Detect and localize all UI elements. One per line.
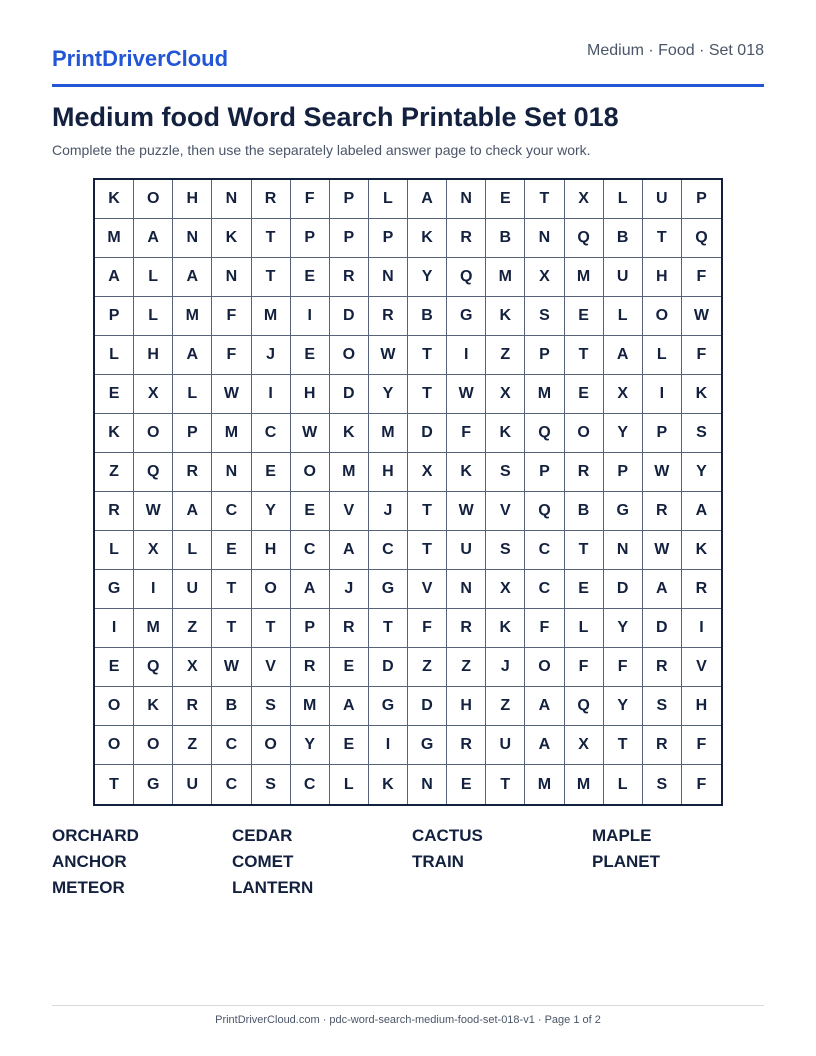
grid-cell: U: [643, 180, 682, 219]
grid-cell: C: [525, 570, 564, 609]
grid-cell: H: [682, 687, 721, 726]
grid-cell: Q: [525, 414, 564, 453]
grid-cell: A: [604, 336, 643, 375]
grid-cell: P: [95, 297, 134, 336]
grid-cell: X: [525, 258, 564, 297]
grid-cell: C: [369, 531, 408, 570]
page-title: Medium food Word Search Printable Set 018: [52, 102, 619, 132]
grid-cell: F: [565, 648, 604, 687]
page-subtitle: Complete the puzzle, then use the separately labeled answer page to check your work.: [52, 142, 591, 158]
grid-cell: Q: [134, 453, 173, 492]
grid-cell: T: [565, 531, 604, 570]
grid-cell: E: [486, 180, 525, 219]
word-list-item: TRAIN: [412, 852, 464, 871]
grid-cell: X: [486, 570, 525, 609]
grid-cell: R: [565, 453, 604, 492]
grid-cell: K: [369, 765, 408, 804]
grid-cell: M: [95, 219, 134, 258]
grid-cell: Y: [604, 609, 643, 648]
grid-cell: E: [565, 297, 604, 336]
grid-cell: P: [291, 609, 330, 648]
grid-cell: Q: [565, 219, 604, 258]
grid-cell: K: [486, 414, 525, 453]
grid-cell: S: [252, 765, 291, 804]
grid-cell: I: [134, 570, 173, 609]
grid-cell: T: [252, 219, 291, 258]
grid-cell: W: [369, 336, 408, 375]
grid-cell: N: [408, 765, 447, 804]
word-list-item: MAPLE: [592, 826, 652, 845]
grid-cell: P: [604, 453, 643, 492]
grid-cell: F: [212, 336, 251, 375]
grid-cell: P: [643, 414, 682, 453]
grid-cell: R: [95, 492, 134, 531]
grid-cell: Y: [682, 453, 721, 492]
grid-cell: G: [447, 297, 486, 336]
grid-cell: M: [369, 414, 408, 453]
word-search-grid: [93, 178, 723, 806]
grid-cell: L: [173, 531, 212, 570]
grid-cell: L: [565, 609, 604, 648]
grid-cell: T: [252, 258, 291, 297]
grid-cell: W: [134, 492, 173, 531]
grid-cell: D: [604, 570, 643, 609]
grid-cell: O: [525, 648, 564, 687]
grid-cell: N: [447, 180, 486, 219]
grid-cell: T: [408, 492, 447, 531]
grid-cell: X: [486, 375, 525, 414]
grid-cell: S: [486, 531, 525, 570]
grid-cell: F: [682, 726, 721, 765]
grid-cell: D: [330, 375, 369, 414]
grid-cell: T: [212, 609, 251, 648]
grid-cell: G: [369, 570, 408, 609]
grid-cell: K: [95, 414, 134, 453]
grid-cell: P: [291, 219, 330, 258]
grid-cell: Z: [173, 609, 212, 648]
grid-cell: T: [408, 336, 447, 375]
grid-cell: L: [604, 297, 643, 336]
grid-cell: O: [95, 726, 134, 765]
grid-cell: L: [134, 258, 173, 297]
puzzle-meta: Medium · Food · Set 018: [587, 42, 764, 59]
grid-cell: I: [447, 336, 486, 375]
grid-cell: A: [134, 219, 173, 258]
grid-cell: H: [643, 258, 682, 297]
grid-cell: O: [134, 726, 173, 765]
grid-cell: R: [291, 648, 330, 687]
grid-cell: V: [252, 648, 291, 687]
grid-cell: M: [486, 258, 525, 297]
grid-cell: I: [252, 375, 291, 414]
grid-cell: K: [134, 687, 173, 726]
grid-cell: Z: [486, 687, 525, 726]
grid-cell: C: [291, 531, 330, 570]
grid-cell: O: [252, 570, 291, 609]
grid-cell: I: [291, 297, 330, 336]
grid-cell: H: [369, 453, 408, 492]
grid-cell: A: [408, 180, 447, 219]
grid-cell: D: [408, 687, 447, 726]
grid-cell: P: [369, 219, 408, 258]
grid-cell: U: [604, 258, 643, 297]
grid-cell: P: [330, 219, 369, 258]
grid-cell: R: [643, 648, 682, 687]
word-list: [52, 826, 772, 904]
grid-cell: Q: [134, 648, 173, 687]
grid-cell: U: [486, 726, 525, 765]
grid-cell: L: [643, 336, 682, 375]
grid-cell: R: [369, 297, 408, 336]
grid-cell: O: [95, 687, 134, 726]
word-list-item: COMET: [232, 852, 294, 871]
grid-cell: Q: [682, 219, 721, 258]
grid-cell: V: [330, 492, 369, 531]
grid-cell: D: [369, 648, 408, 687]
grid-cell: J: [486, 648, 525, 687]
grid-cell: E: [565, 375, 604, 414]
grid-cell: R: [330, 258, 369, 297]
grid-cell: Q: [565, 687, 604, 726]
grid-cell: M: [252, 297, 291, 336]
grid-cell: H: [173, 180, 212, 219]
grid-cell: P: [682, 180, 721, 219]
grid-cell: K: [486, 609, 525, 648]
grid-cell: K: [486, 297, 525, 336]
grid-cell: Y: [252, 492, 291, 531]
grid-cell: Y: [604, 414, 643, 453]
grid-cell: W: [212, 375, 251, 414]
grid-cell: A: [291, 570, 330, 609]
grid-cell: K: [330, 414, 369, 453]
grid-cell: E: [565, 570, 604, 609]
grid-cell: T: [604, 726, 643, 765]
grid-cell: N: [525, 219, 564, 258]
grid-cell: M: [291, 687, 330, 726]
grid-cell: K: [95, 180, 134, 219]
grid-cell: U: [447, 531, 486, 570]
grid-cell: U: [173, 765, 212, 804]
grid-cell: R: [173, 687, 212, 726]
grid-cell: A: [682, 492, 721, 531]
grid-cell: O: [252, 726, 291, 765]
grid-cell: C: [212, 765, 251, 804]
grid-cell: S: [525, 297, 564, 336]
grid-cell: B: [604, 219, 643, 258]
grid-cell: L: [134, 297, 173, 336]
page-header: [52, 38, 764, 87]
grid-cell: F: [447, 414, 486, 453]
grid-cell: R: [447, 609, 486, 648]
grid-cell: V: [486, 492, 525, 531]
grid-cell: W: [447, 492, 486, 531]
grid-cell: Z: [173, 726, 212, 765]
grid-cell: Z: [447, 648, 486, 687]
grid-cell: Y: [369, 375, 408, 414]
word-list-item: CACTUS: [412, 826, 483, 845]
grid-cell: E: [291, 336, 330, 375]
grid-cell: I: [369, 726, 408, 765]
grid-cell: B: [486, 219, 525, 258]
grid-cell: P: [330, 180, 369, 219]
grid-cell: L: [369, 180, 408, 219]
grid-cell: S: [486, 453, 525, 492]
grid-cell: X: [134, 531, 173, 570]
grid-cell: A: [173, 492, 212, 531]
grid-cell: G: [408, 726, 447, 765]
grid-cell: E: [252, 453, 291, 492]
grid-cell: R: [252, 180, 291, 219]
grid-cell: N: [173, 219, 212, 258]
word-list-item: PLANET: [592, 852, 660, 871]
word-list-item: METEOR: [52, 878, 125, 897]
grid-cell: U: [173, 570, 212, 609]
grid-cell: T: [252, 609, 291, 648]
grid-cell: T: [95, 765, 134, 804]
grid-cell: W: [682, 297, 721, 336]
grid-cell: N: [212, 453, 251, 492]
grid-cell: P: [173, 414, 212, 453]
grid-cell: N: [212, 180, 251, 219]
grid-cell: F: [696, 775, 707, 793]
grid-cell: Q: [447, 258, 486, 297]
grid-cell: R: [330, 609, 369, 648]
grid-cell: X: [565, 180, 604, 219]
grid-cell: X: [408, 453, 447, 492]
grid-cell: T: [369, 609, 408, 648]
grid-cell: F: [291, 180, 330, 219]
grid-cell: Y: [408, 258, 447, 297]
grid-cell: T: [486, 765, 525, 804]
grid-cell: X: [134, 375, 173, 414]
grid-cell: W: [643, 531, 682, 570]
grid-cell: R: [643, 492, 682, 531]
grid-cell: K: [447, 453, 486, 492]
grid-cell: J: [252, 336, 291, 375]
grid-cell: F: [682, 258, 721, 297]
grid-cell: J: [330, 570, 369, 609]
grid-cell: C: [212, 492, 251, 531]
grid-cell: E: [291, 492, 330, 531]
grid-cell: H: [134, 336, 173, 375]
grid-cell: T: [525, 180, 564, 219]
grid-cell: C: [252, 414, 291, 453]
grid-cell: T: [643, 219, 682, 258]
grid-cell: F: [525, 609, 564, 648]
grid-cell: E: [95, 375, 134, 414]
grid-cell: A: [525, 687, 564, 726]
grid-cell: K: [682, 531, 721, 570]
grid-cell: N: [212, 258, 251, 297]
grid-cell: M: [525, 375, 564, 414]
grid-cell: S: [643, 765, 682, 804]
grid-cell: L: [330, 765, 369, 804]
grid-cell: A: [525, 726, 564, 765]
grid-cell: M: [212, 414, 251, 453]
grid-cell: Y: [604, 687, 643, 726]
grid-cell: D: [330, 297, 369, 336]
grid-cell: I: [682, 609, 721, 648]
grid-cell: D: [408, 414, 447, 453]
grid-cell: Y: [291, 726, 330, 765]
grid-cell: X: [173, 648, 212, 687]
grid-cell: K: [212, 219, 251, 258]
grid-cell: R: [173, 453, 212, 492]
grid-cell: N: [369, 258, 408, 297]
grid-cell: B: [408, 297, 447, 336]
word-list-item: LANTERN: [232, 878, 314, 897]
grid-cell: R: [643, 726, 682, 765]
grid-cell: O: [134, 180, 173, 219]
grid-cell: L: [95, 531, 134, 570]
word-list-item: ORCHARD: [52, 826, 139, 845]
grid-cell: O: [643, 297, 682, 336]
grid-cell: T: [408, 375, 447, 414]
grid-cell: M: [525, 765, 564, 804]
grid-cell: L: [604, 765, 643, 804]
footer-divider: [52, 1005, 764, 1006]
grid-cell: A: [173, 258, 212, 297]
grid-cell: E: [291, 258, 330, 297]
grid-cell: Z: [95, 453, 134, 492]
grid-cell: T: [408, 531, 447, 570]
grid-cell: O: [565, 414, 604, 453]
grid-cell: Q: [525, 492, 564, 531]
grid-cell: M: [330, 453, 369, 492]
grid-cell: Z: [408, 648, 447, 687]
grid-cell: M: [565, 765, 604, 804]
grid-cell: N: [604, 531, 643, 570]
grid-cell: F: [212, 297, 251, 336]
grid-cell: C: [212, 726, 251, 765]
grid-cell: K: [682, 375, 721, 414]
grid-cell: A: [330, 687, 369, 726]
grid-cell: L: [604, 180, 643, 219]
word-list-item: ANCHOR: [52, 852, 127, 871]
grid-cell: I: [95, 609, 134, 648]
grid-cell: C: [291, 765, 330, 804]
grid-cell: V: [408, 570, 447, 609]
grid-cell: G: [604, 492, 643, 531]
grid-cell: M: [173, 297, 212, 336]
grid-cell: S: [643, 687, 682, 726]
grid-cell: B: [212, 687, 251, 726]
grid-cell: X: [565, 726, 604, 765]
grid-cell: R: [682, 570, 721, 609]
grid-cell: W: [447, 375, 486, 414]
grid-cell: L: [173, 375, 212, 414]
brand-logo: PrintDriverCloud: [52, 46, 229, 71]
grid-cell: M: [565, 258, 604, 297]
grid-cell: E: [330, 648, 369, 687]
grid-cell: F: [408, 609, 447, 648]
grid-cell: W: [291, 414, 330, 453]
grid-cell: O: [291, 453, 330, 492]
grid-cell: R: [447, 219, 486, 258]
page-footer: PrintDriverCloud.com · pdc-word-search-medium-food-set-018-v1 · Page 1 of 2: [215, 1014, 601, 1026]
grid-cell: A: [95, 258, 134, 297]
grid-cell: E: [212, 531, 251, 570]
grid-cell: S: [682, 414, 721, 453]
grid-cell: W: [212, 648, 251, 687]
grid-cell: O: [330, 336, 369, 375]
grid-cell: B: [565, 492, 604, 531]
grid-cell: E: [330, 726, 369, 765]
grid-cell: C: [525, 531, 564, 570]
grid-cell: G: [95, 570, 134, 609]
grid-cell: N: [447, 570, 486, 609]
grid-cell: A: [643, 570, 682, 609]
grid-cell: M: [134, 609, 173, 648]
grid-cell: H: [447, 687, 486, 726]
grid-cell: F: [682, 336, 721, 375]
grid-cell: F: [604, 648, 643, 687]
grid-cell: K: [408, 219, 447, 258]
grid-cell: S: [252, 687, 291, 726]
grid-cell: G: [369, 687, 408, 726]
grid-cell: P: [525, 453, 564, 492]
grid-cell: G: [134, 765, 173, 804]
grid-cell: L: [95, 336, 134, 375]
grid-cell: H: [291, 375, 330, 414]
grid-cell: O: [134, 414, 173, 453]
grid-cell: Z: [486, 336, 525, 375]
grid-cell: A: [173, 336, 212, 375]
grid-cell: E: [447, 765, 486, 804]
grid-cell: A: [330, 531, 369, 570]
grid-cell: R: [447, 726, 486, 765]
grid-cell: X: [604, 375, 643, 414]
grid-cell: V: [682, 648, 721, 687]
grid-cell: P: [525, 336, 564, 375]
grid-cell: T: [565, 336, 604, 375]
grid-cell: D: [643, 609, 682, 648]
grid-cell: W: [643, 453, 682, 492]
grid-cell: T: [212, 570, 251, 609]
grid-cell: I: [643, 375, 682, 414]
grid-cell: E: [95, 648, 134, 687]
grid-cell: H: [252, 531, 291, 570]
word-list-item: CEDAR: [232, 826, 293, 845]
grid-cell: J: [369, 492, 408, 531]
